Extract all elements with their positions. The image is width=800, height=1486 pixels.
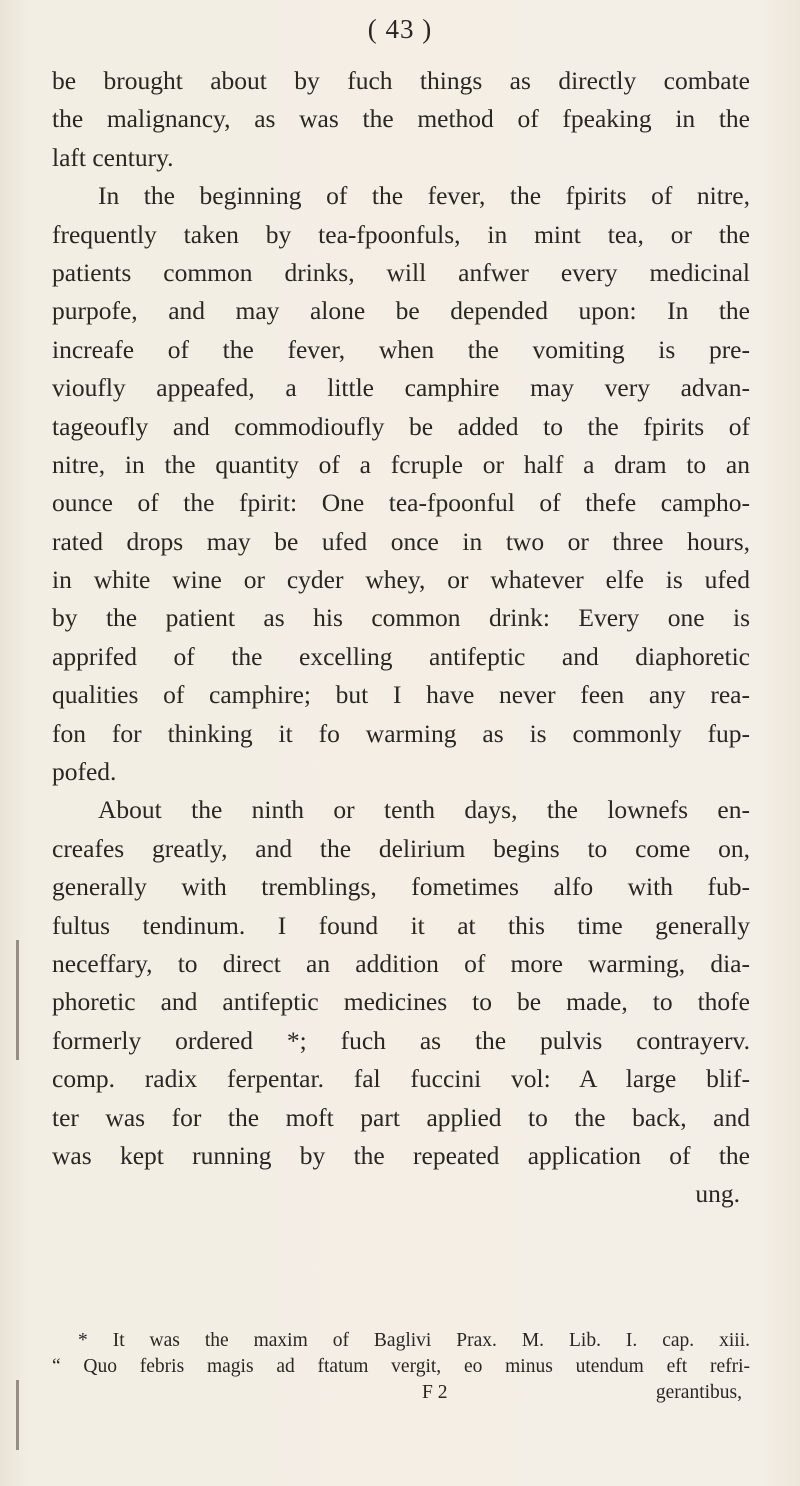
text-line: frequently taken by tea-fpoonfuls, in mint tea, or the — [52, 219, 750, 249]
margin-rule — [16, 1380, 19, 1450]
text-line: fultus tendinum. I found it at this time generally — [52, 910, 750, 940]
text-line: In the beginning of the fever, the fpirits of nitre, — [98, 181, 750, 211]
text-line: purpofe, and may alone be depended upon: In the — [52, 296, 750, 326]
text-line: vioufly appeafed, a little camphire may very advan- — [52, 373, 750, 403]
text-line: apprifed of the excelling antifeptic and diaphoretic — [52, 641, 750, 671]
signature-mark: F 2 — [422, 1382, 448, 1403]
text-line: pofed. — [52, 757, 117, 787]
text-line: neceffary, to direct an addition of more warming, dia- — [52, 948, 750, 978]
text-line: nitre, in the quantity of a fcruple or half a dram to an — [52, 449, 750, 479]
page-number: ( 43 ) — [367, 14, 433, 44]
text-line: fon for thinking it fo warming as is commonly fup- — [52, 718, 750, 748]
text-line: be brought about by fuch things as directly combate — [52, 66, 750, 95]
footnote-line: * It was the maxim of Baglivi Prax. M. Lib. I. cap. xiii. — [78, 1330, 750, 1351]
catchword: gerantibus, — [655, 1382, 742, 1403]
main-text — [52, 62, 750, 1214]
footnote — [52, 1328, 750, 1406]
signature-row — [52, 1380, 750, 1406]
text-line: the malignancy, as was the method of fpeaking in the — [52, 104, 750, 134]
text-line: rated drops may be ufed once in two or three hours, — [52, 526, 750, 556]
text-line: ounce of the fpirit: One tea-fpoonful of thefe campho- — [52, 488, 750, 518]
text-line: laft century. — [52, 142, 174, 172]
text-line: generally with tremblings, fometimes alfo with fub- — [52, 872, 750, 902]
text-line: creafes greatly, and the delirium begins to come on, — [52, 833, 750, 863]
text-line: increafe of the fever, when the vomiting is pre- — [52, 334, 750, 364]
text-line: by the patient as his common drink: Every one is — [52, 603, 750, 633]
text-line: ung. — [695, 1179, 740, 1209]
text-line: phoretic and antifeptic medicines to be made, to thofe — [52, 987, 750, 1017]
footnote-line: “ Quo febris magis ad ftatum vergit, eo minus utendum eft refri- — [52, 1356, 750, 1377]
text-line: in white wine or cyder whey, or whatever elfe is ufed — [52, 565, 750, 595]
text-line: comp. radix ferpentar. fal fuccini vol: A large blif- — [52, 1064, 750, 1094]
margin-rule — [16, 940, 19, 1060]
text-line: was kept running by the repeated application of the — [52, 1140, 750, 1170]
text-line: formerly ordered *; fuch as the pulvis contrayerv. — [52, 1025, 750, 1055]
text-line: patients common drinks, will anfwer every medicinal — [52, 257, 750, 287]
text-line: qualities of camphire; but I have never feen any rea- — [52, 680, 750, 710]
text-line: tageoufly and commodioufly be added to the fpirits of — [52, 411, 750, 441]
text-line: About the ninth or tenth days, the lownefs en- — [98, 795, 750, 825]
text-line: ter was for the moft part applied to the back, and — [52, 1102, 750, 1132]
